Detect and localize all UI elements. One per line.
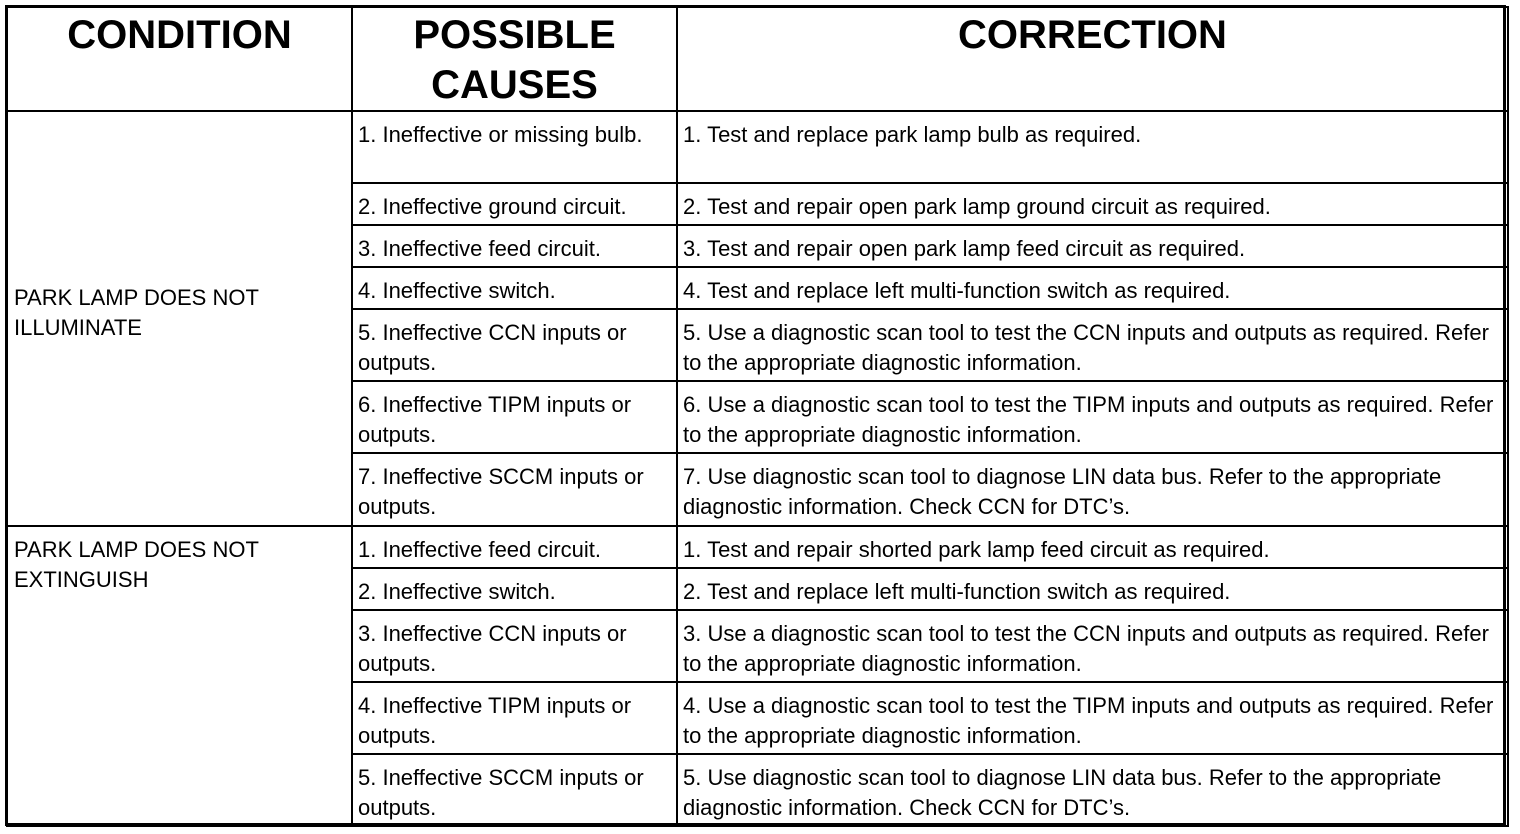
correction-cell: 6. Use a diagnostic scan tool to test the TIPM inputs and outputs as required. Refer to the appropriate diagnostic information. [677,381,1508,453]
correction-cell: 2. Test and replace left multi-function switch as required. [677,568,1508,610]
correction-cell: 4. Use a diagnostic scan tool to test the TIPM inputs and outputs as required. Refer to the appropriate diagnostic information. [677,682,1508,754]
header-row [7,7,1508,111]
header-correction: CORRECTION [677,7,1508,111]
cause-cell: 4. Ineffective TIPM inputs or outputs. [352,682,677,754]
cause-cell: 3. Ineffective CCN inputs or outputs. [352,610,677,682]
correction-cell: 1. Test and replace park lamp bulb as required. [677,111,1508,183]
cause-cell: 1. Ineffective or missing bulb. [352,111,677,183]
correction-cell: 1. Test and repair shorted park lamp feed circuit as required. [677,526,1508,568]
cause-cell: 4. Ineffective switch. [352,267,677,309]
cause-cell: 2. Ineffective switch. [352,568,677,610]
cause-cell: 7. Ineffective SCCM inputs or outputs. [352,453,677,525]
correction-cell: 5. Use a diagnostic scan tool to test the CCN inputs and outputs as required. Refer to the appropriate diagnostic information. [677,309,1508,381]
correction-cell: 3. Test and repair open park lamp feed circuit as required. [677,225,1508,267]
table-row [7,526,1508,568]
correction-cell: 7. Use diagnostic scan tool to diagnose LIN data bus. Refer to the appropriate diagnostic information. Check CCN for DTC’s. [677,453,1508,525]
table-row [7,111,1508,183]
header-possible-causes: POSSIBLE CAUSES [352,7,677,111]
cause-cell: 5. Ineffective SCCM inputs or outputs. [352,754,677,826]
cause-cell: 2. Ineffective ground circuit. [352,183,677,225]
cause-cell: 6. Ineffective TIPM inputs or outputs. [352,381,677,453]
correction-cell: 4. Test and replace left multi-function switch as required. [677,267,1508,309]
condition-cell: PARK LAMP DOES NOT EXTINGUISH [7,526,352,826]
correction-cell: 5. Use diagnostic scan tool to diagnose LIN data bus. Refer to the appropriate diagnostic information. Check CCN for DTC’s. [677,754,1508,826]
cause-cell: 5. Ineffective CCN inputs or outputs. [352,309,677,381]
cause-cell: 3. Ineffective feed circuit. [352,225,677,267]
diagnosis-table [6,6,1509,827]
cause-cell: 1. Ineffective feed circuit. [352,526,677,568]
condition-cell: PARK LAMP DOES NOT ILLUMINATE [7,111,352,526]
correction-cell: 2. Test and repair open park lamp ground circuit as required. [677,183,1508,225]
correction-cell: 3. Use a diagnostic scan tool to test the CCN inputs and outputs as required. Refer to the appropriate diagnostic information. [677,610,1508,682]
header-condition: CONDITION [7,7,352,111]
